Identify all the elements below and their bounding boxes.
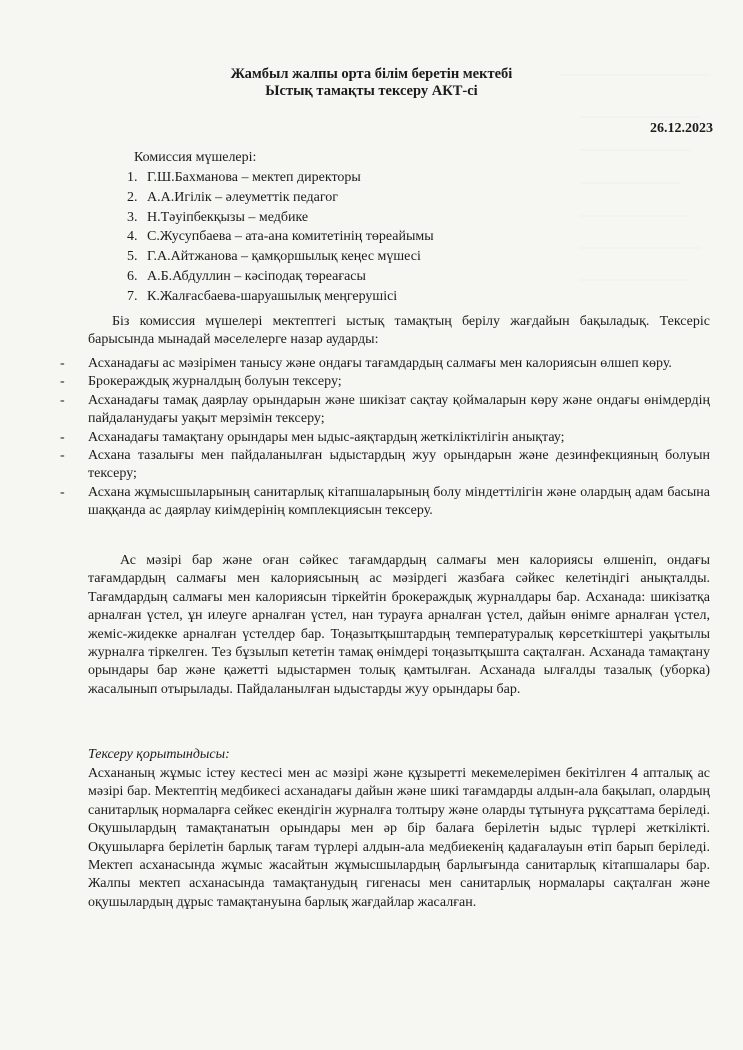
member-item: 7. К.Жалғасбаева-шаруашылық меңгерушісі xyxy=(127,288,398,304)
member-item: 4. С.Жусупбаева – ата-ана комитетінің төреайымы xyxy=(127,229,434,245)
check-item: - Асхана тазалығы мен пайдаланылған ыдыстардың жуу орындарын және дезинфекцияның болуын тексеру; xyxy=(60,448,710,482)
check-item: - Брокераждық журналдың болуын тексеру; xyxy=(60,374,342,390)
member-item: 1. Г.Ш.Бахманова – мектеп директоры xyxy=(127,170,361,185)
member-item: 6. А.Б.Абдуллин – кәсіподақ төреағасы xyxy=(127,268,366,284)
title-line-2: Ыстық тамақты тексеру АКТ-сі xyxy=(265,83,478,99)
conclusion-paragraph: Асхананың жұмыс істеу кестесі мен ас мәзірі және құзыретті мекемелерімен бекітілген 4 апталық ас мәзірі бар. Мектептің медбикесі асханадағы дайын және шикі тағамдарды алдын-ала бақылап, олардың санитарлық нормаларға сейкес екендігін журналға толтыру және оларды тұтынуға рұқсаттама беріледі. Оқушылардың тамақтанатын орындары мен әр бір балаға берілетін ыдыс түрлері жеткілікті. Оқушыларға берілетін барлық тағам түрлері алдын-ала медбиекенің қадағалауын өтіп барып беріледі. Мектеп асханасында жұмыс жасайтын жұмысшылардың барлығында санитарлық кітапшалары бар. Жалпы мектеп асханасында тамақтанудың гигенасы мен санитарлық нормалары сақталған және оқушылардың дұрыс тамақтануына барлық жағдайлар жасалған. xyxy=(88,766,710,910)
findings-paragraph: Ас мәзірі бар және оған сәйкес тағамдардың салмағы мен калориясы өлшеніп, ондағы тағамдардың салмағы мен калориясының ас мәзірдегі жазбаға сәйкес келетіндігі анықталды. Тағамдардың салмағы мен калориясын тіркейтін брокераждық журналдары бар. Асханада: шикізатқа арналған үстел, ұн илеуге арналған үстел, нан турауға арналған үстел, дайын өнімге арналған үстел, жеміс-жидекке арналған үстелдер бар. Тоңазытқыштардың температуралық көрсеткіштері уақытылы журналға тіркелген. Тез бұзылып кететін тамақ өнімдері тоңазытқышта сақталған. Асханада тамақтану орындары бар және қажетті ыдыстармен толық қамтылған. Асханада ылғалды тазалық (уборка) жасалынып отырылады. Пайдаланылған ыдыстарды жуу орындары бар. xyxy=(88,553,710,697)
check-item: - Асханадағы тамақтану орындары мен ыдыс-аяқтардың жеткіліктілігін анықтау; xyxy=(60,429,565,445)
intro-paragraph: Біз комиссия мүшелері мектептегі ыстық тамақтың берілу жағдайын бақыладық. Тексеріс барысында мынадай мәселелерге назар аударды: xyxy=(88,314,710,348)
inspection-checks-list xyxy=(60,355,710,521)
check-item: - Асхана жұмысшыларының санитарлық кітапшаларының болу міндеттілігін және олардың адам басына шаққанда ас даярлау киімдерінің комплекциясын тексеру. xyxy=(60,484,710,519)
check-item: - Асханадағы тамақ даярлау орындарын және шикізат сақтау қоймаларын көру және ондағы өнімдердің пайдаланудағы уақыт мерзімін тексеру; xyxy=(60,392,710,427)
title-line-1: Жамбыл жалпы орта білім беретін мектебі xyxy=(230,66,513,82)
member-item: 5. Г.А.Айтжанова – қамқоршылық кеңес мүшесі xyxy=(127,249,421,265)
document-title xyxy=(0,66,743,100)
check-item: - Асханадағы ас мәзірімен танысу және ондағы тағамдардың салмағы мен калориясын өлшеп көру. xyxy=(60,356,672,371)
member-item: 3. Н.Тәуіпбекқызы – медбике xyxy=(127,209,309,225)
member-item: 2. А.А.Игілік – әлеуметтік педагог xyxy=(127,189,339,205)
commission-members-list xyxy=(127,168,434,307)
conclusion-heading: Тексеру қорытындысы: xyxy=(88,747,230,762)
document-date: 26.12.2023 xyxy=(650,121,713,136)
commission-label: Комиссия мүшелері: xyxy=(134,150,257,165)
